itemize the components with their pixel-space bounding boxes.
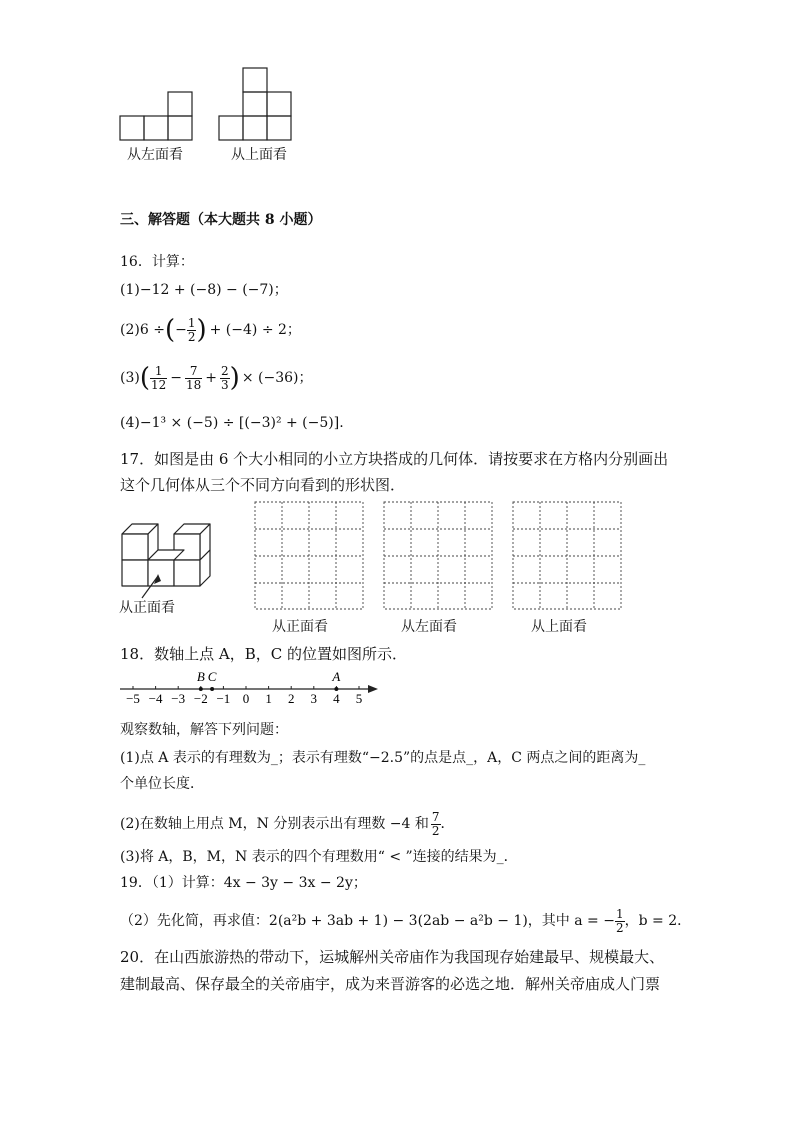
grid-caption-left: 从左面看 <box>401 619 457 635</box>
cube-solid-figure <box>118 518 213 600</box>
q19-p2-pre: （2）先化简，再求值：2(a²b + 3ab + 1) − 3(2ab − a²b − 1)，其中 a = − <box>120 913 615 929</box>
q19-p2-fraction: $\frac{1}{2}$ <box>615 906 624 935</box>
number-line-arrow <box>368 685 378 693</box>
number-line-tick-label: −5 <box>126 691 140 706</box>
q18-stem: 18．数轴上点 A，B，C 的位置如图所示． <box>120 645 407 663</box>
number-line-tick-label: 4 <box>333 691 340 706</box>
number-line-tick-label: 3 <box>310 691 318 706</box>
q16-p2-post: + (−4) ÷ 2 <box>209 322 287 338</box>
left-view-shape <box>118 88 198 144</box>
grid-caption-front: 从正面看 <box>272 619 328 635</box>
q18-p2-fraction: $\frac{7}{2}$ <box>431 809 440 838</box>
q18-p2-pre: (2)在数轴上用点 M，N 分别表示出有理数 −4 和 <box>120 816 429 832</box>
q16-p2-label: (2) <box>120 322 140 338</box>
number-line-tick-label: −4 <box>148 691 163 706</box>
q18-intro: 观察数轴，解答下列问题： <box>120 722 288 738</box>
number-line-tick-label: 2 <box>287 691 295 706</box>
number-line-tick-label: 5 <box>355 691 363 706</box>
q16-p2-fraction: $\frac{1}{2}$ <box>187 315 196 344</box>
number-line-tick-label: −1 <box>216 691 231 706</box>
q16-p1-end: ； <box>273 282 288 298</box>
q19-p2-post: ，b = 2． <box>624 913 692 929</box>
q16-p3-frac1: $\frac{1}{12}$ <box>151 363 167 392</box>
number-line-point-B <box>199 687 203 691</box>
number-line <box>116 667 386 711</box>
grid-top <box>512 501 624 611</box>
q18-p2-end: ． <box>440 816 455 832</box>
q20-line2: 建制最高、保存最全的关帝庙宇，成为来晋游客的必选之地．解州关帝庙成人门票 <box>120 975 661 993</box>
q16-p2-end: ； <box>286 322 301 338</box>
left-view-caption: 从左面看 <box>127 147 183 163</box>
q16-p4-label: (4) <box>120 415 140 431</box>
q16-p1-expr: −12 + (−8) − (−7) <box>139 282 274 298</box>
q17-figure-caption: 从正面看 <box>119 600 175 616</box>
section-title: 三、解答题（本大题共 8 小题） <box>120 212 322 228</box>
top-view-shape <box>217 64 297 144</box>
q18-part2 <box>120 807 455 841</box>
q20-line1: 20．在山西旅游热的带动下，运城解州关帝庙作为我国现存始建最早、规模最大、 <box>120 948 665 966</box>
q19-part1: 19．（1）计算：4x − 3y − 3x − 2y； <box>120 875 367 891</box>
q16-part4 <box>120 413 344 433</box>
grid-left <box>383 501 495 611</box>
q16-p3-frac2: $\frac{7}{18}$ <box>186 363 202 392</box>
q17-line2: 这个几何体从三个不同方向看到的形状图． <box>120 476 406 494</box>
number-line-point-label: C <box>207 669 217 684</box>
q16-p4-end: . <box>339 415 344 431</box>
number-line-point-label: A <box>332 669 341 684</box>
q16-part1 <box>120 280 288 300</box>
q16-p2-pre: 6 ÷ <box>139 322 165 338</box>
number-line-tick-label: 0 <box>242 691 250 706</box>
number-line-tick-label: 1 <box>265 691 272 706</box>
number-line-tick-label: −2 <box>193 691 208 706</box>
q16-p3-post: × (−36) <box>241 370 299 386</box>
number-line-point-A <box>334 687 338 691</box>
q18-part1-line2: 个单位长度． <box>120 776 204 792</box>
q16-p3-frac3: $\frac{2}{3}$ <box>221 363 229 392</box>
q17-line1: 17．如图是由 6 个大小相同的小立方块搭成的几何体．请按要求在方格内分别画出 <box>120 450 669 468</box>
q16-stem: 16．计算： <box>120 254 194 270</box>
q16-p4-expr: −1³ × (−5) ÷ [(−3)² + (−5)] <box>139 415 340 431</box>
grid-front <box>254 501 366 611</box>
number-line-point-label: B <box>196 669 205 684</box>
q16-part3: (3) ( $\frac{1}{12}$ − $\frac{7}{18}$ + $\frac{2}{3}$ ) × (−36) ； <box>120 363 313 393</box>
q16-part2: (2) 6 ÷ ( − $\frac{1}{2}$ ) + (−4) ÷ 2 ； <box>120 315 301 345</box>
q19-part2 <box>120 904 691 938</box>
number-line-tick-label: −3 <box>171 691 186 706</box>
top-view-caption: 从上面看 <box>231 147 287 163</box>
q16-p3-end: ； <box>298 370 313 386</box>
q16-p1-label: (1) <box>120 282 140 298</box>
grid-caption-top: 从上面看 <box>531 619 587 635</box>
number-line-point-C <box>210 687 214 691</box>
q16-p2-neg: − <box>175 322 187 338</box>
q18-part1-line1: (1)点 A 表示的有理数为_；表示有理数“−2.5”的点是点_，A，C 两点之间的距离为_ <box>120 750 646 766</box>
q16-p3-label: (3) <box>120 370 140 386</box>
q18-part3: (3)将 A，B，M，N 表示的四个有理数用“ < ”连接的结果为_． <box>120 849 518 865</box>
